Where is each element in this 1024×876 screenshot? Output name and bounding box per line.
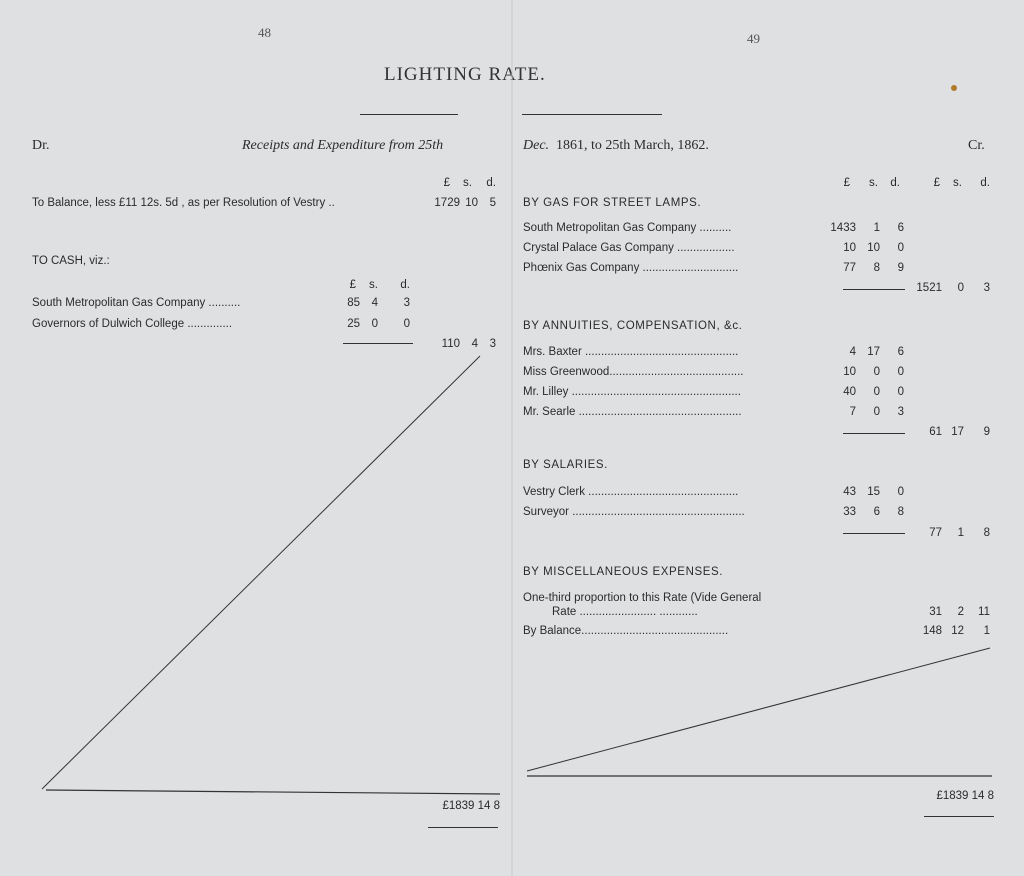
list-item: Mr. Lilley ..................................................... xyxy=(523,386,741,398)
salaries-total-shillings: 1 xyxy=(957,527,964,539)
gas-total-pence: 3 xyxy=(983,282,990,294)
item-pence: 8 xyxy=(897,506,904,518)
item-pence: 0 xyxy=(897,366,904,378)
annuities-heading: BY ANNUITIES, COMPENSATION, &c. xyxy=(523,320,743,332)
dec-label: Dec. xyxy=(523,138,550,153)
item-pounds: 25 xyxy=(347,318,360,330)
salaries-total-pence: 8 xyxy=(983,527,990,539)
gas-total-shillings: 0 xyxy=(957,282,964,294)
cash-total-pence: 3 xyxy=(489,338,496,350)
item-pounds: 85 xyxy=(347,297,360,309)
col-pence-total: d. xyxy=(980,177,990,189)
list-item: South Metropolitan Gas Company .......... xyxy=(523,222,732,234)
right-grand-total: £1839 14 8 xyxy=(936,790,994,802)
item-pounds: 33 xyxy=(843,506,856,518)
item-pounds: 40 xyxy=(843,386,856,398)
item-pounds: 1433 xyxy=(830,222,856,234)
list-item: Phœnix Gas Company .............................. xyxy=(523,262,739,274)
item-pounds: 10 xyxy=(843,366,856,378)
list-item: Crystal Palace Gas Company .................. xyxy=(523,242,735,254)
salaries-heading: BY SALARIES. xyxy=(523,459,608,471)
item-pounds: 7 xyxy=(849,406,856,418)
by-balance-shillings: 12 xyxy=(951,625,964,637)
by-balance-pounds: 148 xyxy=(922,625,942,637)
item-pounds: 4 xyxy=(849,346,856,358)
by-balance-pence: 1 xyxy=(983,625,990,637)
item-pence: 0 xyxy=(897,242,904,254)
by-balance-label: By Balance.............................................. xyxy=(523,625,729,637)
date-range: 1861, to 25th March, 1862. xyxy=(556,138,709,153)
balance-pence: 5 xyxy=(489,197,496,209)
gas-heading: BY GAS FOR STREET LAMPS. xyxy=(523,197,702,209)
left-base-rule xyxy=(46,790,500,794)
item-shillings: 15 xyxy=(867,486,880,498)
item-shillings: 0 xyxy=(873,386,880,398)
item-shillings: 4 xyxy=(371,297,378,309)
list-item: Miss Greenwood.......................................... xyxy=(523,366,744,378)
misc-heading: BY MISCELLANEOUS EXPENSES. xyxy=(523,566,724,578)
item-shillings: 17 xyxy=(867,346,880,358)
sub-col-shillings: s. xyxy=(369,279,378,291)
item-pence: 0 xyxy=(403,318,410,330)
list-item: Mr. Searle ................................................... xyxy=(523,406,742,418)
item-shillings: 8 xyxy=(873,262,880,274)
page-number-right: 49 xyxy=(747,31,760,46)
item-shillings: 10 xyxy=(867,242,880,254)
item-shillings: 0 xyxy=(873,366,880,378)
salaries-total-pounds: 77 xyxy=(929,527,942,539)
item-shillings: 0 xyxy=(873,406,880,418)
left-diagonal-line xyxy=(42,356,480,789)
right-diagonal-line xyxy=(527,648,990,771)
page-number-left: 48 xyxy=(258,25,271,40)
receipts-heading: Receipts and Expenditure from 25th xyxy=(242,138,444,153)
item-pence: 6 xyxy=(897,222,904,234)
item-pence: 6 xyxy=(897,346,904,358)
dr-label: Dr. xyxy=(32,138,50,153)
item-pence: 3 xyxy=(403,297,410,309)
item-pounds: 10 xyxy=(843,242,856,254)
col-shillings-total: s. xyxy=(953,177,962,189)
item-pence: 9 xyxy=(897,262,904,274)
to-cash-heading: TO CASH, viz.: xyxy=(32,255,110,267)
col-pence: d. xyxy=(890,177,900,189)
cash-total-pounds: 110 xyxy=(441,338,460,350)
balance-label: To Balance, less £11 12s. 5d , as per Resolution of Vestry .. xyxy=(32,197,335,209)
item-pounds: 77 xyxy=(843,262,856,274)
one-third-label-line2: Rate ........................ ............ xyxy=(552,606,698,618)
col-pounds: £ xyxy=(443,177,450,189)
one-third-pounds: 31 xyxy=(929,606,942,618)
balance-shillings: 10 xyxy=(465,197,478,209)
sub-col-pounds: £ xyxy=(349,279,356,291)
col-shillings: s. xyxy=(869,177,878,189)
list-item: Vestry Clerk ............................................... xyxy=(523,486,739,498)
sub-col-pence: d. xyxy=(400,279,410,291)
list-item: Surveyor ...................................................... xyxy=(523,506,745,518)
balance-pounds: 1729 xyxy=(434,197,460,209)
item-shillings: 0 xyxy=(371,318,378,330)
item-shillings: 6 xyxy=(873,506,880,518)
item-shillings: 1 xyxy=(873,222,880,234)
annuities-total-pence: 9 xyxy=(983,426,990,438)
gas-total-pounds: 1521 xyxy=(916,282,942,294)
col-shillings: s. xyxy=(463,177,472,189)
cr-label: Cr. xyxy=(968,138,985,153)
item-pence: 3 xyxy=(897,406,904,418)
page-title: LIGHTING RATE. xyxy=(384,64,546,85)
list-item: Mrs. Baxter ................................................ xyxy=(523,346,739,358)
col-pence: d. xyxy=(486,177,496,189)
col-pounds-total: £ xyxy=(933,177,940,189)
annuities-total-pounds: 61 xyxy=(929,426,942,438)
item-pounds: 43 xyxy=(843,486,856,498)
list-item: Governors of Dulwich College .............. xyxy=(32,318,233,330)
one-third-pence: 11 xyxy=(978,606,990,618)
item-pence: 0 xyxy=(897,386,904,398)
list-item: South Metropolitan Gas Company .......... xyxy=(32,297,241,309)
col-pounds: £ xyxy=(843,177,850,189)
left-grand-total: £1839 14 8 xyxy=(442,800,500,812)
one-third-label-line1: One-third proportion to this Rate (Vide General xyxy=(523,592,762,604)
one-third-shillings: 2 xyxy=(957,606,964,618)
cash-total-shillings: 4 xyxy=(471,338,478,350)
item-pence: 0 xyxy=(897,486,904,498)
annuities-total-shillings: 17 xyxy=(951,426,964,438)
